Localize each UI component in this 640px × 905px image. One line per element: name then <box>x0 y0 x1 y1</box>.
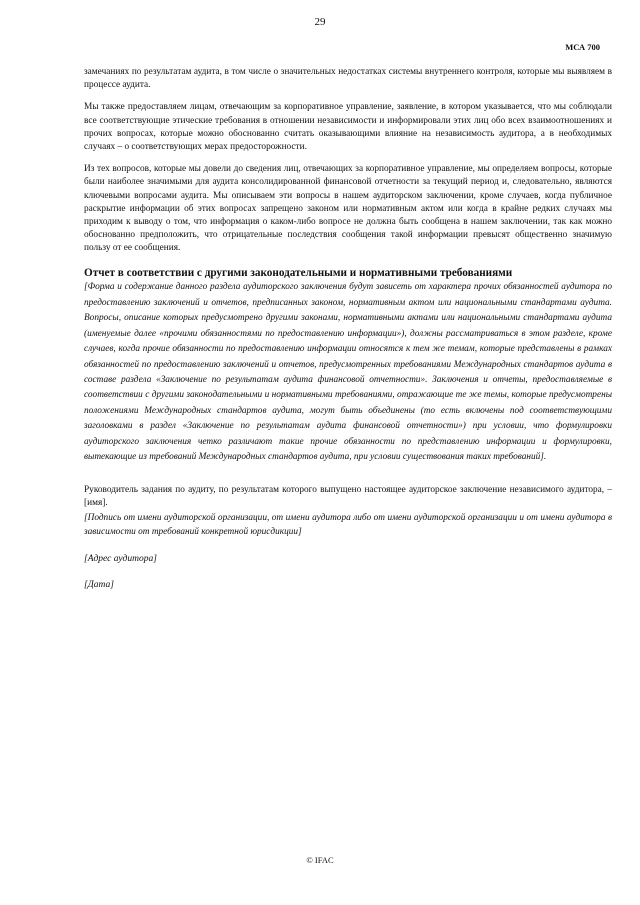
footer-copyright: © IFAC <box>306 855 334 865</box>
section-instructions: [Форма и содержание данного раздела аудиторского заключения будут зависеть от характера прочих обязанностей аудитора по предоставлению заключений и отчетов, предписанных законом, нормативным актом или национальными стандартами аудита. Вопросы, описание которых предусмотрено другими законами, нормативными актами или национальными стандартами аудита (именуемые далее «прочими обязанностями по предоставлению информации»), должны рассматриваться в этом разделе, кроме случаев, когда прочие обязанности по предоставлению информации относятся к тем же темам, которые представлены в рамках обязанностей по предоставлению заключений и отчетов, предусмотренных требованиями Международных стандартов аудита в составе раздела «Заключение по результатам аудита финансовой отчетности». Заключения и отчеты, предоставляемые в соответствии с другими законодательными и нормативными требованиями, отражающие те же темы, которые предусмотрены положениями Международных стандартов аудита, могут быть объединены (то есть включены под соответствующими заголовками в раздел «Заключение по результатам аудита финансовой отчетности») при условии, что формулировки аудиторского заключения четко различают такие прочие обязанности по представлению информации и формулировки, вытекающие из требований Международных стандартов аудита, при условии существования таких требований]. <box>84 282 612 463</box>
paragraph-ethics-statement: Мы также предоставляем лицам, отвечающим за корпоративное управление, заявление, в котором указывается, что мы соблюдали все соответствующие этические требования в отношении независимости и информировали этих лиц обо всех взаимоотношениях и прочих вопросах, которые можно обоснованно считать оказывающими влияние на независимость аудитора, а в необходимых случаях – о соответствующих мерах предосторожности. <box>84 102 612 152</box>
standard-code: МСА 700 <box>565 42 600 52</box>
paragraph-continuation: замечаниях по результатам аудита, в том числе о значительных недостатках системы внутреннего контроля, которые мы выявляем в процессе аудита. <box>84 67 612 91</box>
engagement-partner-statement: Руководитель задания по аудиту, по результатам которого выпущено настоящее аудиторское заключение независимого аудитора, – [имя]. <box>84 484 612 508</box>
auditor-address: [Адрес аудитора] <box>84 553 157 564</box>
signature-note: [Подпись от имени аудиторской организации, от имени аудитора либо от имени аудиторской организации и от имени аудитора в зависимости от требований конкретной юрисдикции] <box>84 512 612 537</box>
document-body <box>84 66 612 606</box>
report-date: [Дата] <box>84 579 114 590</box>
paragraph-key-audit-matters: Из тех вопросов, которые мы довели до сведения лиц, отвечающих за корпоративное управление, мы определяем вопросы, которые были наиболее значимыми для аудита консолидированной финансовой отчетности за текущий период и, следовательно, являются ключевыми вопросами аудита. Мы описываем эти вопросы в нашем аудиторском заключении, кроме случаев, когда публичное раскрытие информации об этих вопросах запрещено законом или нормативным актом или когда в крайне редких случаях мы приходим к выводу о том, что информация о каком-либо вопросе не должна быть сообщена в нашем заключении, так как можно обоснованно предположить, что отрицательные последствия сообщения такой информации превысят общественно значимую пользу от ее сообщения. <box>84 164 612 254</box>
page-number: 29 <box>314 16 326 28</box>
section-heading: Отчет в соответствии с другими законодательными и нормативными требованиями <box>84 267 513 280</box>
